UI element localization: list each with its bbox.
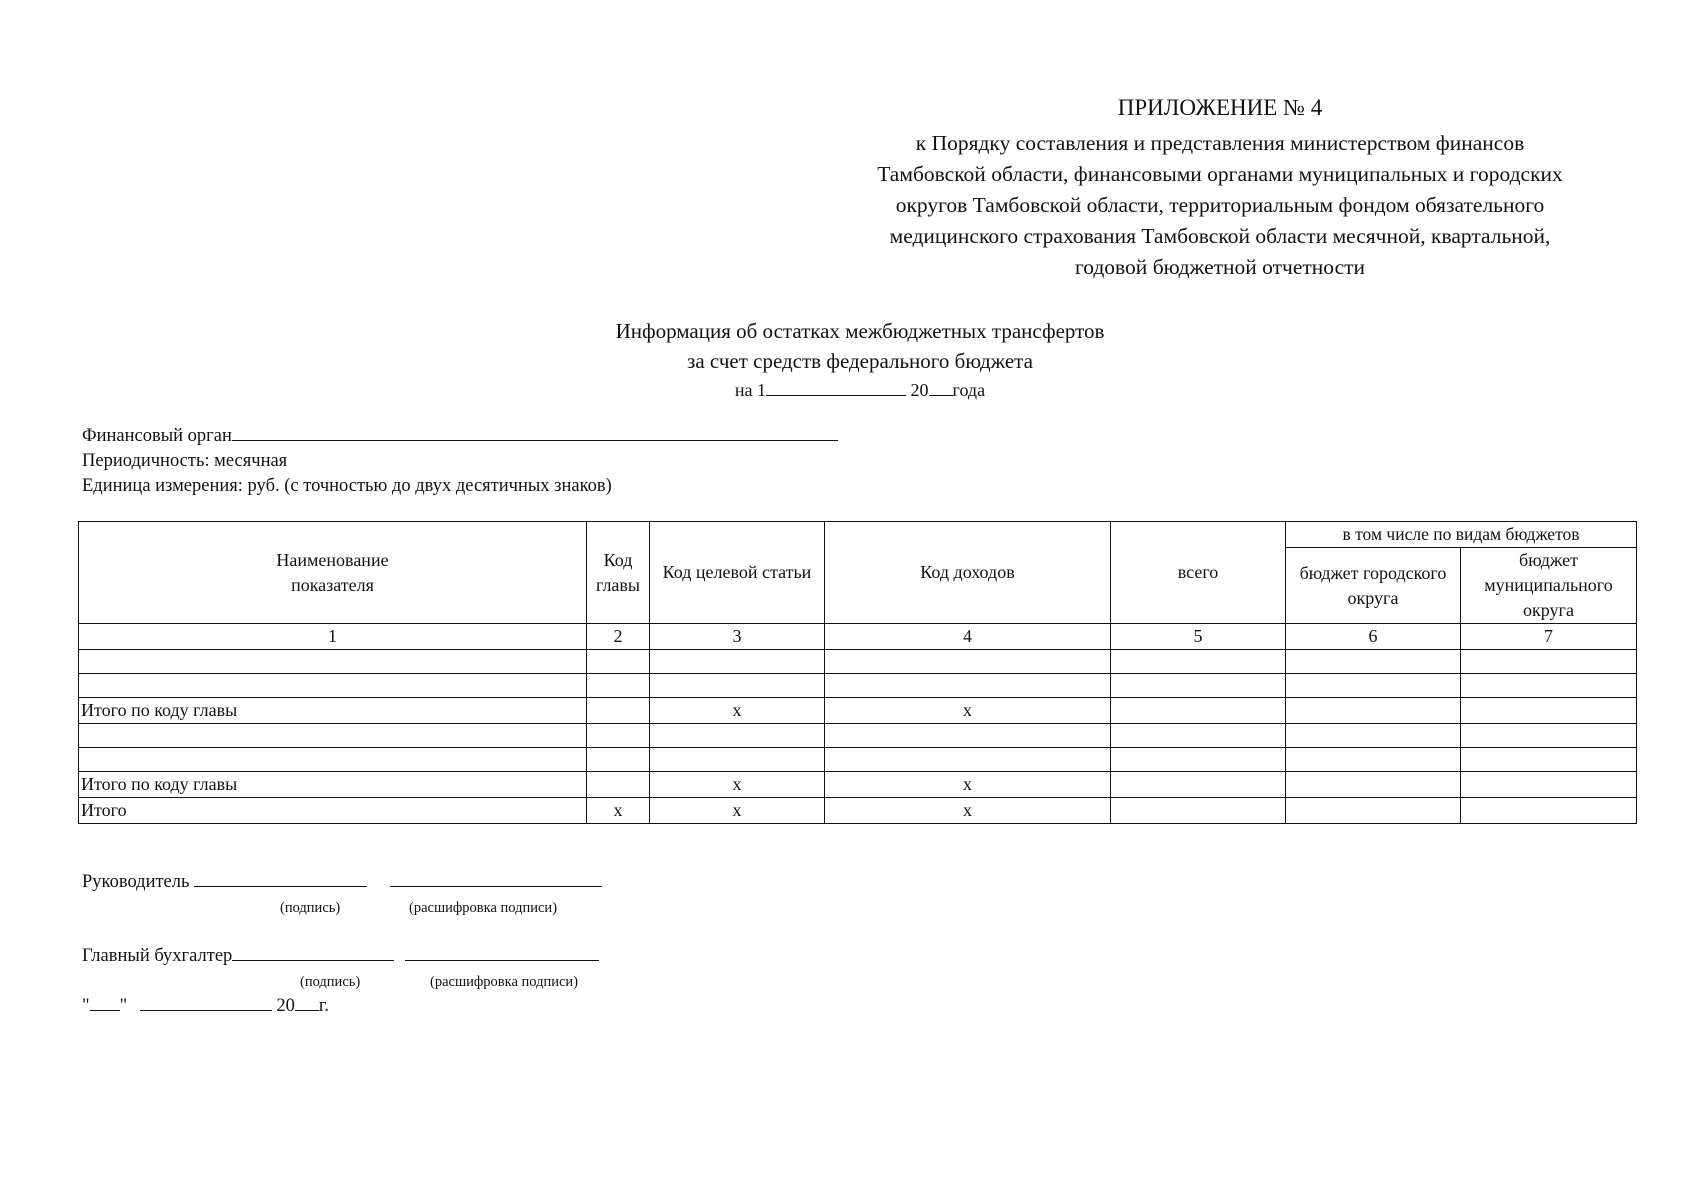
header-name-text: Наименование показателя (276, 549, 389, 595)
head-decoding-blank[interactable] (390, 885, 602, 887)
cell-city-budget[interactable] (1286, 650, 1461, 674)
cell-total[interactable] (1111, 772, 1286, 798)
cell-total[interactable] (1111, 724, 1286, 748)
cell-total[interactable] (1111, 650, 1286, 674)
appendix-title: ПРИЛОЖЕНИЕ № 4 (1117, 95, 1323, 120)
cell-income-code[interactable] (825, 674, 1111, 698)
unit-of-measure: Единица измерения: руб. (с точностью до двух десятичных знаков) (82, 476, 612, 496)
cell-chapter-code[interactable] (587, 772, 650, 798)
cell-city-budget[interactable] (1286, 674, 1461, 698)
cell-chapter-code: x (587, 798, 650, 824)
column-number: 2 (587, 624, 650, 650)
date-year-prefix: 20 (910, 380, 929, 400)
cell-income-code[interactable] (825, 748, 1111, 772)
cell-total[interactable] (1111, 748, 1286, 772)
appendix-line: медицинского страхования Тамбовской области месячной, квартальной, (889, 224, 1551, 248)
head-signature-line (82, 872, 602, 893)
cell-chapter-code[interactable] (587, 674, 650, 698)
sign-date-year-blank[interactable] (295, 1009, 319, 1011)
cell-city-budget[interactable] (1286, 772, 1461, 798)
cell-chapter-code[interactable] (587, 724, 650, 748)
signature-caption: (подпись) (280, 900, 341, 916)
table-row (79, 724, 1637, 748)
subtotal-row (79, 698, 1637, 724)
cell-municipal-budget[interactable] (1461, 650, 1637, 674)
fin-organ-row (82, 424, 838, 449)
cell-chapter-code[interactable] (587, 748, 650, 772)
cell-income-code: x (825, 798, 1111, 824)
report-date-line (480, 376, 1240, 404)
decoding-caption: (расшифровка подписи) (409, 900, 558, 916)
column-number: 3 (650, 624, 825, 650)
accountant-signature-line (82, 946, 599, 967)
header-budget-types: в том числе по видам бюджетов (1286, 522, 1637, 548)
appendix-line: Тамбовской области, финансовыми органами муниципальных и городских (877, 162, 1563, 186)
report-meta (82, 424, 838, 499)
cell-total[interactable] (1111, 698, 1286, 724)
transfers-table (78, 521, 1637, 824)
cell-municipal-budget[interactable] (1461, 748, 1637, 772)
appendix-line: округов Тамбовской области, территориальным фондом обязательного (895, 193, 1545, 217)
cell-target-code[interactable] (650, 748, 825, 772)
head-signature-blank[interactable] (194, 885, 367, 887)
cell-name: Итого по коду главы (79, 698, 587, 724)
header-income-code: Код доходов (825, 522, 1111, 624)
subtotal-row (79, 772, 1637, 798)
date-prefix: на 1 (734, 380, 767, 400)
cell-municipal-budget[interactable] (1461, 698, 1637, 724)
cell-municipal-budget[interactable] (1461, 674, 1637, 698)
appendix-line: к Порядку составления и представления министерством финансов (915, 131, 1525, 155)
date-suffix: года (952, 380, 986, 400)
header-municipal-budget-text: бюджет муниципального округа (1484, 550, 1613, 620)
table-row (79, 674, 1637, 698)
head-label: Руководитель (82, 872, 190, 892)
date-month-blank[interactable] (140, 1009, 272, 1011)
cell-total[interactable] (1111, 798, 1286, 824)
header-city-budget-text: бюджет городского округа (1299, 562, 1447, 608)
header-name (79, 522, 587, 624)
cell-chapter-code[interactable] (587, 650, 650, 674)
table-row (79, 650, 1637, 674)
cell-name[interactable] (79, 748, 587, 772)
title-line-1: Информация об остатках межбюджетных трансфертов (615, 319, 1105, 343)
cell-target-code: x (650, 698, 825, 724)
header-total: всего (1111, 522, 1286, 624)
sign-date-year-prefix: 20 (276, 996, 295, 1016)
cell-name[interactable] (79, 724, 587, 748)
column-number: 4 (825, 624, 1111, 650)
date-quote-close: " (119, 996, 128, 1016)
date-day-blank[interactable] (90, 1009, 120, 1011)
cell-name[interactable] (79, 674, 587, 698)
decoding-caption: (расшифровка подписи) (430, 974, 579, 990)
cell-name: Итого по коду главы (79, 772, 587, 798)
cell-target-code[interactable] (650, 650, 825, 674)
cell-target-code: x (650, 772, 825, 798)
column-number: 1 (79, 624, 587, 650)
cell-municipal-budget[interactable] (1461, 724, 1637, 748)
document-title (480, 316, 1240, 404)
appendix-header (800, 92, 1640, 283)
fin-organ-blank[interactable] (232, 439, 838, 441)
header-row-1 (79, 522, 1637, 548)
header-municipal-budget (1461, 548, 1637, 624)
cell-income-code[interactable] (825, 650, 1111, 674)
date-quote-open: " (82, 996, 90, 1016)
total-row (79, 798, 1637, 824)
accountant-decoding-blank[interactable] (405, 959, 599, 961)
signature-date-line (82, 996, 329, 1017)
column-number-row (79, 624, 1637, 650)
header-city-budget (1286, 548, 1461, 624)
cell-target-code[interactable] (650, 724, 825, 748)
periodicity: Периодичность: месячная (82, 451, 288, 471)
cell-municipal-budget[interactable] (1461, 798, 1637, 824)
table-row (79, 748, 1637, 772)
column-number: 6 (1286, 624, 1461, 650)
fin-organ-label: Финансовый орган (82, 426, 232, 446)
cell-total[interactable] (1111, 674, 1286, 698)
header-chapter-code (587, 522, 650, 624)
cell-city-budget[interactable] (1286, 798, 1461, 824)
title-line-2: за счет средств федерального бюджета (687, 349, 1033, 373)
header-target-code: Код целевой статьи (650, 522, 825, 624)
cell-chapter-code[interactable] (587, 698, 650, 724)
column-number: 7 (1461, 624, 1637, 650)
appendix-line: годовой бюджетной отчетности (1074, 255, 1366, 279)
cell-city-budget[interactable] (1286, 698, 1461, 724)
cell-target-code[interactable] (650, 674, 825, 698)
cell-name: Итого (79, 798, 587, 824)
cell-city-budget[interactable] (1286, 748, 1461, 772)
signature-caption: (подпись) (300, 974, 361, 990)
accountant-signature-blank[interactable] (232, 959, 394, 961)
column-number: 5 (1111, 624, 1286, 650)
date-year-blank[interactable] (929, 394, 953, 396)
cell-name[interactable] (79, 650, 587, 674)
cell-municipal-budget[interactable] (1461, 772, 1637, 798)
cell-city-budget[interactable] (1286, 724, 1461, 748)
date-day-month-blank[interactable] (766, 394, 906, 396)
cell-income-code: x (825, 772, 1111, 798)
sign-date-year-suffix: г. (318, 996, 330, 1016)
cell-target-code: x (650, 798, 825, 824)
cell-income-code[interactable] (825, 724, 1111, 748)
header-chapter-code-text: Код главы (595, 549, 641, 595)
cell-income-code: x (825, 698, 1111, 724)
chief-accountant-label: Главный бухгалтер (82, 946, 233, 966)
